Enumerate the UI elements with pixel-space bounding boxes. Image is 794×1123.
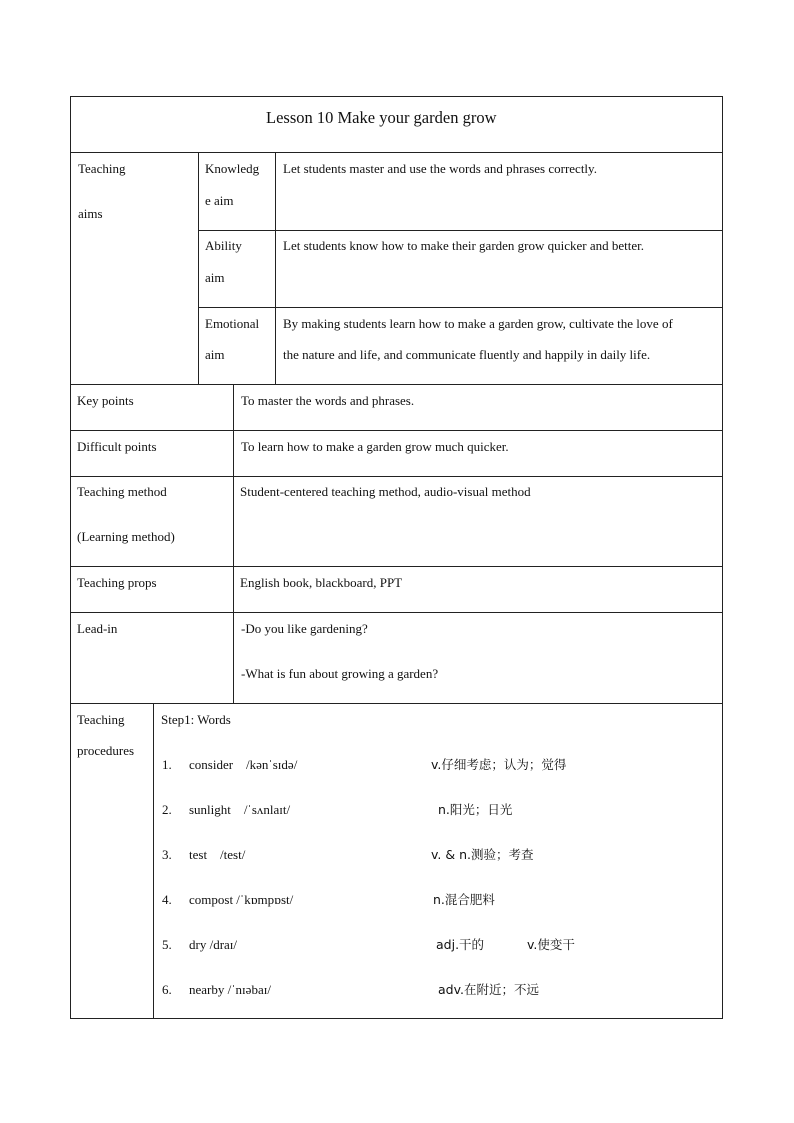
knowledge-aim-label-line1: Knowledg bbox=[205, 161, 260, 176]
word-meaning: n.阳光；日光 bbox=[438, 802, 513, 817]
row-divider bbox=[70, 430, 723, 431]
teaching-aims-label-line2: aims bbox=[78, 206, 103, 221]
emotional-aim-label-line1: Emotional bbox=[205, 316, 260, 331]
column-divider bbox=[275, 152, 276, 384]
teaching-aims-label-line1: Teaching bbox=[78, 161, 126, 176]
word-entry: consider /kənˈsɪdə/ bbox=[189, 757, 298, 772]
word-number: 2. bbox=[162, 802, 172, 817]
procedures-label-line1: Teaching bbox=[77, 712, 125, 727]
teaching-method-text: Student-centered teaching method, audio-visual method bbox=[240, 484, 531, 499]
column-divider bbox=[198, 152, 199, 384]
emotional-aim-label-line2: aim bbox=[205, 347, 225, 362]
word-entry: nearby /ˈnɪəbaɪ/ bbox=[189, 982, 271, 997]
word-number: 1. bbox=[162, 757, 172, 772]
procedures-label-line2: procedures bbox=[77, 743, 135, 758]
knowledge-aim-text: Let students master and use the words and phrases correctly. bbox=[283, 161, 597, 176]
word-number: 5. bbox=[162, 937, 172, 952]
row-divider bbox=[70, 703, 723, 704]
word-entry: test /test/ bbox=[189, 847, 246, 862]
row-divider bbox=[70, 476, 723, 477]
difficult-points-text: To learn how to make a garden grow much quicker. bbox=[241, 439, 509, 454]
word-meaning: v. & n.测验；考查 bbox=[431, 847, 534, 862]
row-divider bbox=[70, 152, 723, 153]
row-divider bbox=[70, 612, 723, 613]
teaching-method-label-line2: (Learning method) bbox=[77, 529, 175, 544]
row-divider bbox=[198, 230, 723, 231]
row-divider bbox=[198, 307, 723, 308]
lead-in-label: Lead-in bbox=[77, 621, 118, 636]
teaching-props-text: English book, blackboard, PPT bbox=[240, 575, 403, 590]
lesson-plan-table bbox=[70, 96, 723, 1019]
emotional-aim-text-line2: the nature and life, and communicate fluently and happily in daily life. bbox=[283, 347, 651, 362]
word-meaning: v.仔细考虑；认为；觉得 bbox=[431, 757, 567, 772]
lead-in-question-1: -Do you like gardening? bbox=[241, 621, 368, 636]
emotional-aim-text-line1: By making students learn how to make a garden grow, cultivate the love of bbox=[283, 316, 673, 331]
lead-in-question-2: -What is fun about growing a garden? bbox=[241, 666, 439, 681]
teaching-props-label: Teaching props bbox=[77, 575, 157, 590]
word-entry: compost /ˈkɒmpɒst/ bbox=[189, 892, 294, 907]
row-divider bbox=[70, 566, 723, 567]
column-divider bbox=[153, 703, 154, 1019]
column-divider bbox=[233, 384, 234, 703]
word-entry: dry /draɪ/ bbox=[189, 937, 238, 952]
word-entry: sunlight /ˈsʌnlaɪt/ bbox=[189, 802, 291, 817]
word-meaning-secondary: v.使变干 bbox=[527, 937, 575, 952]
word-meaning: adv.在附近；不远 bbox=[438, 982, 539, 997]
row-divider bbox=[70, 384, 723, 385]
ability-aim-text: Let students know how to make their garden grow quicker and better. bbox=[283, 238, 645, 253]
word-meaning: n.混合肥料 bbox=[433, 892, 495, 907]
key-points-label: Key points bbox=[77, 393, 134, 408]
teaching-method-label-line1: Teaching method bbox=[77, 484, 167, 499]
difficult-points-label: Difficult points bbox=[77, 439, 157, 454]
knowledge-aim-label-line2: e aim bbox=[205, 193, 234, 208]
step-title: Step1: Words bbox=[161, 712, 231, 727]
key-points-text: To master the words and phrases. bbox=[241, 393, 415, 408]
word-number: 3. bbox=[162, 847, 172, 862]
word-meaning: adj.干的 bbox=[436, 937, 485, 952]
ability-aim-label-line2: aim bbox=[205, 270, 225, 285]
ability-aim-label-line1: Ability bbox=[205, 238, 242, 253]
word-number: 6. bbox=[162, 982, 172, 997]
lesson-title: Lesson 10 Make your garden grow bbox=[266, 108, 497, 127]
word-number: 4. bbox=[162, 892, 172, 907]
